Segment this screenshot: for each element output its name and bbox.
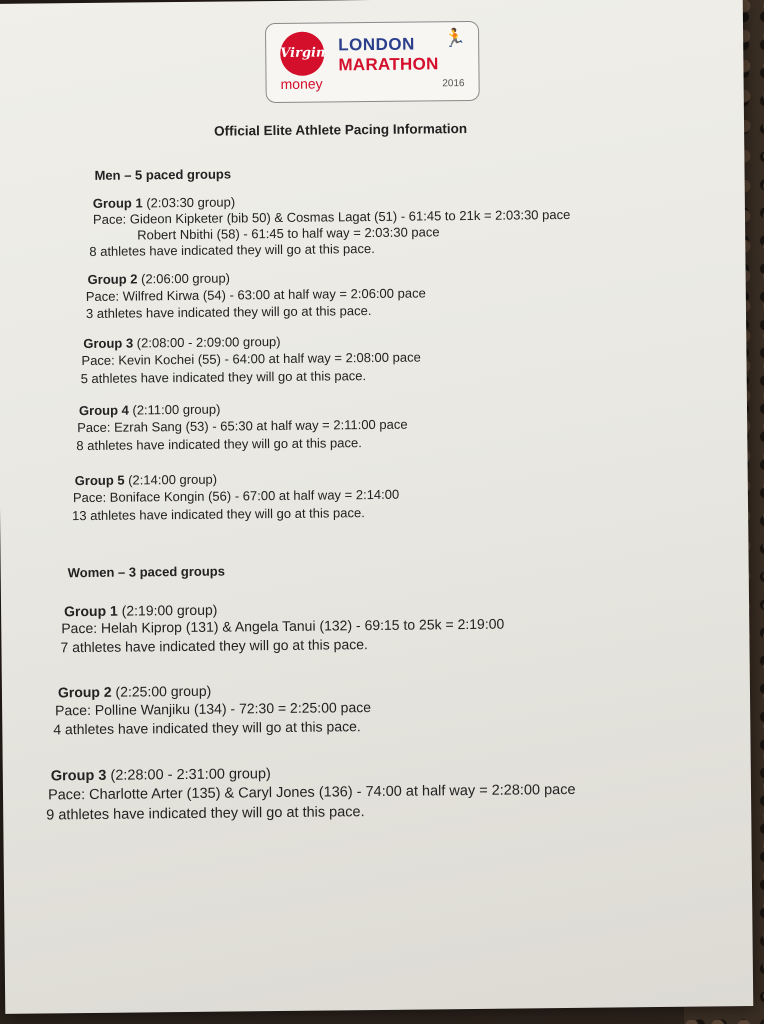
runner-icon: 🏃 (443, 28, 467, 49)
men-group-4-count: 8 athletes have indicated they will go at this pace. (76, 435, 362, 454)
document-title: Official Elite Athlete Pacing Information (213, 121, 468, 139)
women-group-1-count: 7 athletes have indicated they will go at this pace. (60, 636, 368, 656)
men-group-2-pace: Pace: Wilfred Kirwa (54) - 63:00 at half way = 2:06:00 pace (85, 285, 426, 305)
women-heading: Women – 3 paced groups (67, 563, 226, 581)
logo-year: 2016 (442, 78, 465, 90)
virgin-logo: Virgin (280, 31, 324, 75)
men-group-3-pace: Pace: Kevin Kochei (55) - 64:00 at half way = 2:08:00 pace (81, 349, 421, 369)
women-group-2-pace: Pace: Polline Wanjiku (134) - 72:30 = 2:25:00 pace (55, 699, 372, 719)
men-group-4-title: Group 4 (2:11:00 group) (78, 401, 221, 419)
women-group-3-pace: Pace: Charlotte Arter (135) & Caryl Jones (136) - 74:00 at half way = 2:28:00 pace (47, 781, 576, 804)
women-group-2-count: 4 athletes have indicated they will go at this pace. (53, 718, 361, 738)
logo-money-text: money (280, 75, 323, 92)
men-group-1-pace-2: Robert Nbithi (58) - 61:45 to half way = 2:03:30 pace (137, 224, 440, 243)
men-group-1-pace: Pace: Gideon Kipketer (bib 50) & Cosmas Lagat (51) - 61:45 to 21k = 2:03:30 pace (92, 206, 571, 227)
men-group-2-title: Group 2 (2:06:00 group) (87, 270, 231, 287)
women-group-1-pace: Pace: Helah Kiprop (131) & Angela Tanui (132) - 69:15 to 25k = 2:19:00 (61, 615, 505, 637)
women-group-2-title: Group 2 (2:25:00 group) (57, 682, 212, 701)
men-group-4-pace: Pace: Ezrah Sang (53) - 65:30 at half way = 2:11:00 pace (77, 416, 408, 436)
women-group-1-title: Group 1 (2:19:00 group) (64, 601, 218, 620)
men-heading: Men – 5 paced groups (94, 166, 232, 183)
men-group-1-count: 8 athletes have indicated they will go at this pace. (89, 240, 375, 259)
men-group-5-pace: Pace: Boniface Kongin (56) - 67:00 at half way = 2:14:00 (72, 486, 400, 506)
men-group-5-title: Group 5 (2:14:00 group) (74, 471, 218, 489)
women-group-3-count: 9 athletes have indicated they will go at this pace. (46, 804, 365, 824)
men-group-3-count: 5 athletes have indicated they will go at this pace. (80, 368, 367, 387)
men-group-5-count: 13 athletes have indicated they will go at this pace. (72, 505, 365, 524)
women-group-3-title: Group 3 (2:28:00 - 2:31:00 group) (50, 766, 271, 785)
men-group-2-count: 3 athletes have indicated they will go at this pace. (85, 303, 372, 322)
logo-marathon-text: MARATHON (338, 54, 439, 75)
london-marathon-logo (265, 21, 480, 103)
men-group-1-title: Group 1 (2:03:30 group) (92, 194, 236, 211)
logo-london-text: LONDON (338, 34, 415, 55)
men-group-3-title: Group 3 (2:08:00 - 2:09:00 group) (83, 333, 281, 352)
